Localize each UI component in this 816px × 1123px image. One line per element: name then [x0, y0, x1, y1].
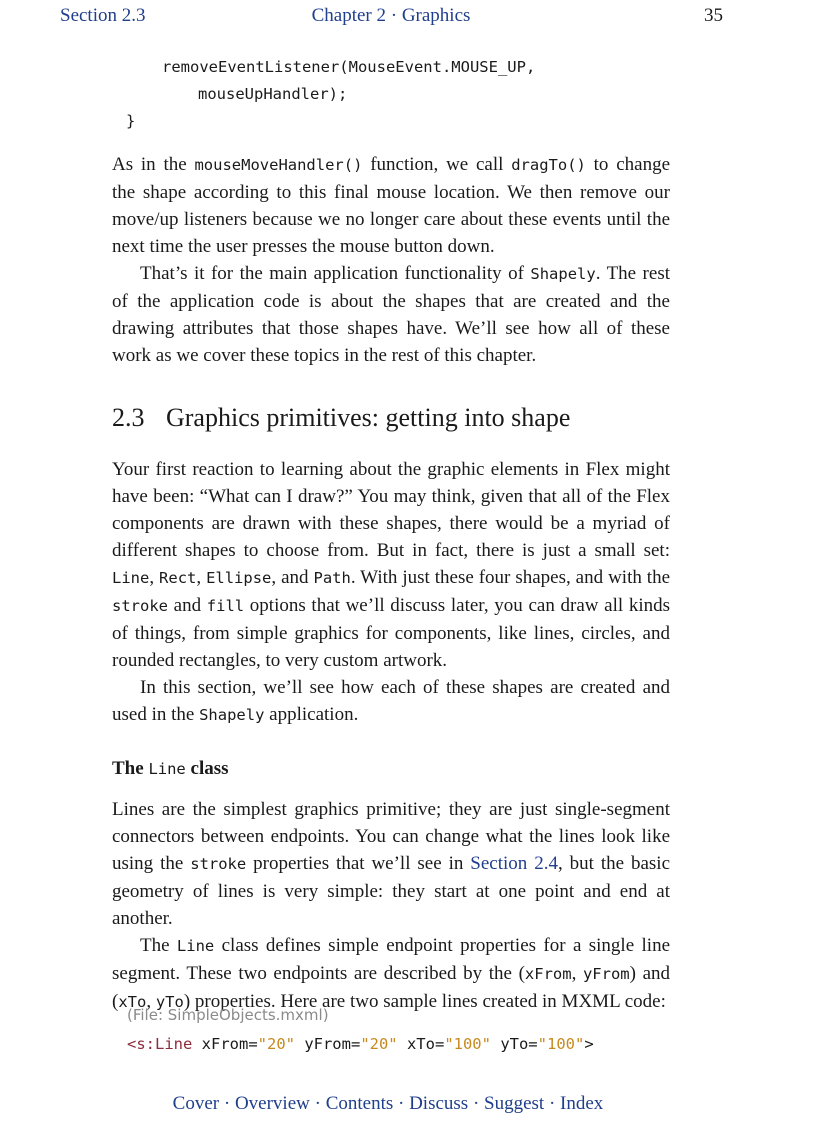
- inline-code: Shapely: [530, 265, 596, 283]
- section-number: 2.3: [112, 403, 145, 432]
- page-number: 35: [704, 5, 723, 26]
- subsection-heading: The Line class: [112, 758, 229, 779]
- inline-code: Ellipse: [206, 569, 272, 587]
- inline-code: yFrom: [582, 965, 630, 983]
- inline-code: yTo: [155, 993, 184, 1011]
- section-title: Graphics primitives: getting into shape: [166, 403, 571, 432]
- file-label: (File: SimpleObjects.mxml): [127, 1006, 329, 1024]
- paragraph-block-3: [112, 796, 670, 1016]
- paragraph-5: Lines are the simplest graphics primitive; they are just single-segment connectors between endpoints. You can change what the lines look like using the stroke properties that we’ll see in Section 2.4, but the basic geometry of lines is very simple: they start at one point and end at another.: [112, 799, 671, 929]
- footer-nav: Cover · Overview · Contents · Discuss · Suggest · Index: [172, 1093, 604, 1114]
- paragraph-3: Your first reaction to learning about the graphic elements in Flex might have been: “What can I draw?” You may think, given that all of the Flex components are drawn with these shapes, there would be a myriad of different shapes to choose from. But in fact, there is just a small set: Line, Rect, Ellipse, and Path. With just these four shapes, and with the stroke and fill options that we’ll discuss later, you can draw all kinds of things, from simple graphics for components, like lines, circles, and rounded rectangles, to very custom artwork.: [112, 459, 671, 671]
- paragraph-4: In this section, we’ll see how each of these shapes are created and used in the Shapely application.: [112, 677, 670, 725]
- header-chapter[interactable]: Chapter 2 · Graphics: [311, 5, 471, 26]
- inline-code: stroke: [112, 597, 168, 615]
- inline-code: xFrom: [524, 965, 572, 983]
- paragraph-6: The Line class defines simple endpoint properties for a single line segment. These two endpoints are described by the (xFrom, yFrom) and (xTo, yTo) properties. Here are two sample lines created in MXML code:: [112, 935, 671, 1012]
- inline-code: Shapely: [199, 706, 265, 724]
- inline-code: fill: [206, 597, 245, 615]
- footer-link-contents[interactable]: Contents: [325, 1093, 394, 1114]
- inline-code: Line: [112, 569, 150, 587]
- code-line-3: }: [126, 112, 136, 130]
- inline-code: mouseMoveHandler(): [194, 156, 363, 174]
- paragraph-block-1: [112, 151, 670, 369]
- paragraph-1: As in the mouseMoveHandler() function, we call dragTo() to change the shape according to this final mouse location. We then remove our move/up listeners because we no longer care about these events until the next time the user presses the mouse button down.: [112, 154, 670, 257]
- inline-code: stroke: [190, 855, 247, 873]
- footer-link-index[interactable]: Index: [560, 1093, 604, 1114]
- footer-link-suggest[interactable]: Suggest: [484, 1093, 545, 1114]
- mxml-code-line: <s:Line xFrom="20" yFrom="20" xTo="100" yTo="100">: [127, 1035, 594, 1053]
- section-2-4-link[interactable]: Section 2.4: [470, 853, 558, 874]
- footer-link-overview[interactable]: Overview: [234, 1093, 310, 1114]
- header-section[interactable]: Section 2.3: [60, 5, 146, 26]
- paragraph-2: That’s it for the main application functionality of Shapely. The rest of the application code is about the shapes that are created and the drawing attributes that those shapes have. We’ll see how all of these work as we cover these topics in the rest of this chapter.: [112, 263, 670, 366]
- inline-code: Path: [313, 569, 351, 587]
- footer-link-discuss[interactable]: Discuss: [409, 1093, 469, 1114]
- code-line-2: mouseUpHandler);: [198, 85, 348, 103]
- section-heading: [112, 401, 570, 435]
- footer-link-cover[interactable]: Cover: [172, 1093, 220, 1114]
- inline-code: Rect: [159, 569, 197, 587]
- code-line-1: removeEventListener(MouseEvent.MOUSE_UP,: [162, 58, 536, 76]
- inline-code: dragTo(): [511, 156, 586, 174]
- inline-code: xTo: [118, 993, 147, 1011]
- inline-code: Line: [176, 937, 215, 955]
- paragraph-block-2: [112, 456, 670, 729]
